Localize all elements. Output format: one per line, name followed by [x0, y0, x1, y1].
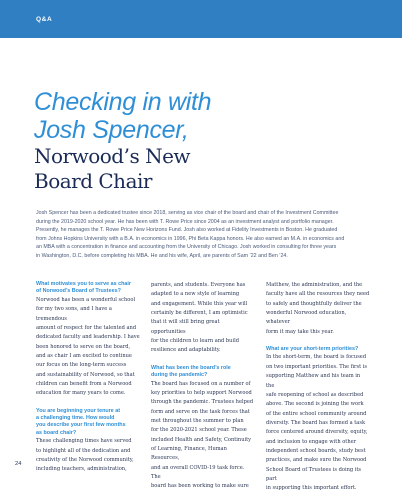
question-line: of Norwood’s Board of Trustees? [36, 288, 121, 295]
answer-tenure-continued [151, 281, 255, 356]
answer-line: dedicated faculty and leadership. I have [36, 334, 140, 341]
intro-line: Presently, he manages the T. Rowe Price New Horizons Fund. Josh also worked at Fidelity Investments in Boston. He graduated [36, 227, 338, 234]
question-line: during the pandemic? [151, 372, 208, 379]
answer-line: through the pandemic. Trustees helped [151, 399, 254, 406]
answer-line: and engagement. While this year will [151, 300, 248, 307]
spacer [266, 337, 370, 346]
answer-line: to highlight all of the dedication and [36, 447, 131, 454]
answer-line: and an overall COVID-19 task force. The [151, 464, 245, 480]
title-serif-line-1: Norwood’s New [34, 144, 191, 168]
answer-line: faculty have all the resources they need [266, 291, 370, 298]
column-2 [151, 281, 255, 494]
intro-line: during the 2019-2020 school year. He has been with T. Rowe Price since 2004 as an investment analyst and portfolio manager. [36, 218, 334, 225]
answer-line: on two important priorities. The first is [266, 363, 367, 370]
answer-line: amount of respect for the talented and [36, 324, 137, 331]
section-label: Q&A [36, 16, 53, 23]
article-title [34, 88, 374, 194]
question-line: What has been the board’s role [151, 364, 231, 371]
answer-line: and as chair I am excited to continue [36, 352, 132, 359]
answer-line: and sustainability of Norwood, so that [36, 371, 135, 378]
answer-line: form and serve on the task forces that [151, 408, 250, 415]
answer-line: supporting Matthew and his team in the [266, 373, 361, 389]
answer-line: that it will still bring great opportunities [151, 319, 220, 335]
question-line: What motivates you to serve as chair [36, 281, 131, 287]
question-priorities [266, 346, 370, 353]
column-3 [266, 281, 370, 494]
question-line: you describe your first few months [36, 422, 126, 429]
answer-line: met throughout the summer to plan [151, 417, 244, 424]
answer-line: diversity. The board has formed a task [266, 419, 366, 426]
section-header-bar [0, 0, 402, 38]
intro-paragraph [36, 209, 370, 261]
intro-line: Josh Spencer has been a dedicated trustee since 2018, serving as vice chair of the board and chair of the Investment Committee [36, 210, 339, 216]
answer-line: been honored to serve on the board, [36, 343, 131, 350]
answer-line: creativity of the Norwood community, [36, 456, 134, 463]
answer-line: in supporting this important effort. [266, 485, 357, 492]
page-number: 24 [15, 461, 22, 467]
answer-line: children can benefit from a Norwood [36, 380, 132, 387]
answer-line: wonderful Norwood education, whatever [266, 310, 347, 326]
answer-line: including teachers, administration, [36, 466, 127, 473]
answer-line: of Learning, Finance, Human Resources, [151, 445, 227, 462]
answer-line: independent school boards, study best [266, 447, 366, 454]
body-columns [36, 281, 370, 494]
answer-tenure [36, 437, 140, 474]
answer-line: parents, and students. Everyone has [151, 282, 246, 288]
question-line: What are your short-term priorities? [266, 346, 359, 353]
answer-line: for the 2020-2021 school year. These [151, 427, 247, 434]
answer-line: adapted to a new style of learning [151, 291, 240, 298]
answer-board-role [151, 380, 255, 492]
question-line: a challenging time. How would [36, 415, 115, 421]
answer-line: board has been working to make sure [151, 483, 249, 490]
question-line: as board chair? [36, 429, 77, 436]
answer-line: The board has focused on a number of [151, 380, 251, 387]
title-accent-line-1: Checking in with [34, 88, 212, 116]
answer-line: key priorities to help support Norwood [151, 389, 252, 396]
answer-line: to safely and thoughtfully deliver the [266, 300, 362, 307]
title-accent-line-2: Josh Spencer, [34, 116, 189, 144]
answer-line: included Health and Safety, Continuity [151, 436, 252, 443]
answer-motivation [36, 296, 140, 399]
spacer [151, 356, 255, 365]
question-tenure [36, 408, 140, 438]
answer-line: force centered around diversity, equity, [266, 429, 368, 436]
answer-line: These challenging times have served [36, 438, 132, 445]
answer-line: of the entire school community around [266, 410, 367, 417]
answer-board-role-continued [266, 281, 370, 337]
answer-line: certainly be different, I am optimistic [151, 310, 248, 317]
answer-line: form it may take this year. [266, 328, 334, 335]
question-motivation [36, 281, 140, 296]
question-line: You are beginning your tenure at [36, 407, 121, 414]
spacer [36, 399, 140, 408]
answer-line: In the short-term, the board is focused [266, 354, 367, 361]
answer-line: Norwood has been a wonderful school [36, 296, 136, 303]
intro-line: in Washington, D.C. before completing his MBA. He and his wife, April, are parents of Sam ’22 and Ben ’24. [36, 252, 288, 259]
title-serif-line-2: Board Chair [34, 169, 152, 193]
answer-line: School Board of Trustees is doing its part [266, 466, 362, 482]
answer-line: resilience and adaptability. [151, 347, 221, 354]
question-board-role [151, 365, 255, 380]
answer-line: above. The second is joining the work [266, 401, 364, 408]
answer-line: Matthew, the administration, and the [266, 282, 363, 288]
answer-line: our focus on the long-term success [36, 362, 127, 369]
intro-line: from Johns Hopkins University with a B.A. in economics in 1996, Phi Beta Kappa honors. He also earned an M.A. in economics and [36, 235, 345, 242]
answer-line: for my two sons, and I have a tremendous [36, 306, 112, 322]
answer-line: education for many years to come. [36, 390, 126, 397]
answer-line: for the children to learn and build [151, 338, 239, 345]
answer-line: safe reopening of school as described [266, 391, 364, 398]
answer-line: practices, and make sure the Norwood [266, 457, 367, 464]
intro-line: an MBA with a concentration in finance and accounting from the University of Chicago. Josh worked in consulting for three years [36, 244, 337, 251]
column-1 [36, 281, 140, 494]
answer-priorities [266, 353, 370, 493]
answer-line: and inclusion to engage with other [266, 438, 357, 445]
